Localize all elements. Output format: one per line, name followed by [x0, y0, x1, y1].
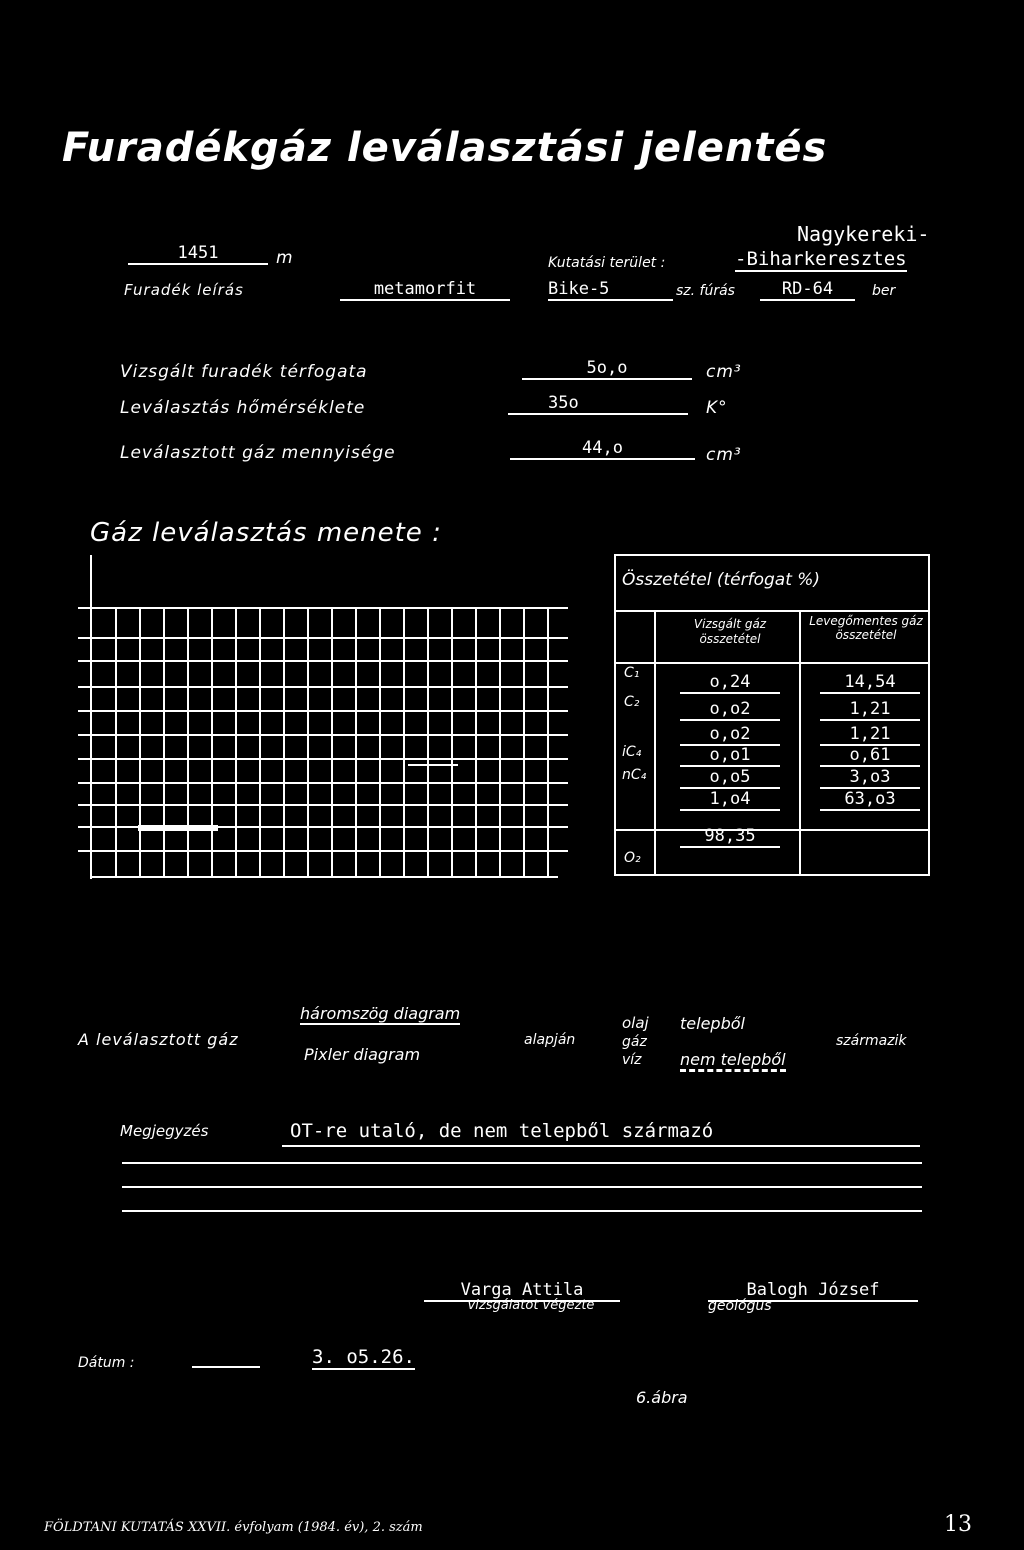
journal-footer: FÖLDTANI KUTATÁS XXVII. évfolyam (1984. év), 2. szám — [44, 1520, 423, 1535]
param-unit-gas: cm³ — [706, 445, 742, 465]
row-v1: o,o5 — [680, 767, 780, 789]
conclusion-suffix: származik — [836, 1033, 907, 1049]
col1-header: Vizsgált gáz összetétel — [693, 617, 767, 646]
option-oil: olaj — [622, 1014, 649, 1032]
composition-title: Összetétel (térfogat %) — [622, 570, 821, 590]
param-label-gas: Leválasztott gáz mennyisége — [120, 443, 396, 463]
param-value-volume: 5o,o — [522, 358, 692, 380]
option-from-reservoir: telepből — [680, 1014, 745, 1033]
row-label: O₂ — [624, 850, 641, 866]
option-gas: gáz — [622, 1034, 647, 1050]
param-unit-volume: cm³ — [706, 362, 742, 382]
row-v1: o,o2 — [680, 699, 780, 721]
signature-role-examiner: vizsgálatot végezte — [467, 1298, 595, 1313]
option-pixler-diagram: Pixler diagram — [304, 1045, 421, 1064]
option-triangle-diagram: háromszög diagram — [300, 1004, 461, 1023]
date-label: Dátum : — [78, 1355, 135, 1371]
remarks-line — [122, 1186, 922, 1188]
option-water: víz — [622, 1052, 642, 1068]
col2-header: Levegőmentes gáz összetétel — [809, 614, 923, 642]
page-title: Furadékgáz leválasztási jelentés — [62, 125, 828, 171]
page-number: 13 — [944, 1512, 972, 1537]
depth-value: 1451 — [128, 243, 268, 265]
row-v2: o,61 — [820, 745, 920, 767]
depth-unit: m — [276, 248, 294, 268]
param-unit-temp: K° — [706, 398, 728, 418]
row-v1: 1,o4 — [680, 789, 780, 811]
param-value-temp: 35o — [508, 393, 688, 415]
date-line — [192, 1366, 260, 1368]
date-value: 3. o5.26. — [312, 1346, 415, 1368]
sample-value: metamorfit — [340, 279, 510, 301]
row-v2: 1,21 — [820, 699, 920, 721]
row-label: iC₄ — [622, 744, 642, 760]
row-v1: 98,35 — [680, 826, 780, 848]
well-suffix: sz. fúrás — [676, 283, 735, 299]
param-label-temp: Leválasztás hőmérséklete — [120, 398, 366, 418]
signature-name-examiner: Varga Attila — [424, 1280, 620, 1302]
row-label: C₁ — [624, 665, 640, 681]
row-v2: 1,21 — [820, 724, 920, 746]
row-v1: o,o1 — [680, 745, 780, 767]
conclusion-mid: alapján — [524, 1032, 576, 1048]
row-v2: 63,o3 — [820, 789, 920, 811]
row-label: C₂ — [624, 694, 640, 710]
process-title: Gáz leválasztás menete : — [90, 518, 442, 548]
area-value-line2: -Biharkeresztes — [735, 248, 907, 270]
remarks-line — [122, 1210, 922, 1212]
row-label: nC₄ — [622, 767, 647, 783]
signature-name-geologist: Balogh József — [708, 1280, 918, 1302]
row-v1: o,24 — [680, 672, 780, 694]
remarks-text: OT-re utaló, de nem telepből származó — [290, 1120, 714, 1142]
area-value-line1: Nagykereki- — [797, 222, 930, 246]
remarks-label: Megjegyzés — [120, 1122, 209, 1140]
row-v2: 3,o3 — [820, 767, 920, 789]
param-value-gas: 44,o — [510, 438, 695, 460]
figure-label: 6.ábra — [636, 1388, 688, 1407]
conclusion-prefix: A leválasztott gáz — [78, 1030, 239, 1049]
area-label: Kutatási terület : — [548, 255, 666, 271]
option-not-from-reservoir: nem telepből — [680, 1050, 786, 1072]
sample-label: Furadék leírás — [124, 281, 244, 299]
well-value: Bike-5 — [548, 279, 673, 301]
process-grid — [78, 555, 590, 885]
param-label-volume: Vizsgált furadék térfogata — [120, 362, 368, 382]
remarks-line — [122, 1162, 922, 1164]
rig-suffix: ber — [872, 283, 896, 299]
signature-role-geologist: geológus — [708, 1298, 772, 1314]
remarks-line — [282, 1145, 920, 1147]
row-v1: o,o2 — [680, 724, 780, 746]
row-v2: 14,54 — [820, 672, 920, 694]
rig-value: RD-64 — [760, 279, 855, 301]
